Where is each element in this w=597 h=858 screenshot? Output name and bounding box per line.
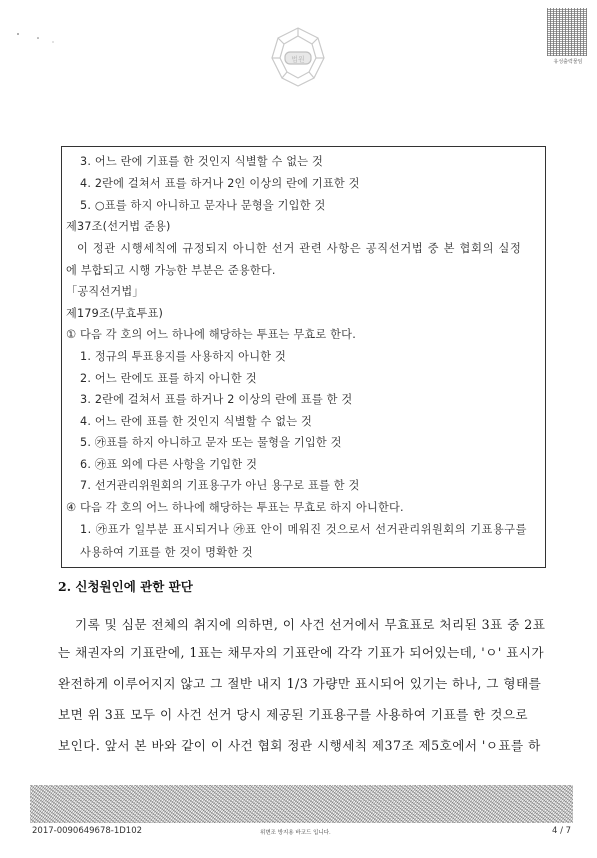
page-number: 4 / 7 bbox=[552, 826, 572, 836]
security-barcode-top bbox=[547, 8, 587, 56]
box-line-18: 1. ㉮표가 일부분 표시되거나 ㉮표 안이 메워진 것으로서 선거관리위원회의 기표용구를 bbox=[80, 523, 527, 536]
box-line-17: ④ 다음 각 호의 어느 하나에 해당하는 투표는 무효로 하지 아니한다. bbox=[66, 501, 404, 514]
box-line-4: 제37조(선거법 준용) bbox=[66, 220, 171, 233]
section-heading: 2. 신청원인에 관한 판단 bbox=[58, 579, 193, 594]
box-line-3: 5. ○표를 하지 아니하고 문자나 문형을 기입한 것 bbox=[80, 199, 326, 212]
box-line-5: 이 정관 시행세칙에 규정되지 아니한 선거 관련 사항은 공직선거법 중 본 협회의 실정 bbox=[77, 242, 522, 255]
anti-forgery-barcode-strip bbox=[30, 785, 573, 823]
box-line-11: 2. 어느 란에도 표를 하지 아니한 것 bbox=[80, 372, 257, 385]
box-line-15: 6. ㉮표 외에 다른 사항을 기입한 것 bbox=[80, 458, 258, 471]
box-line-14: 5. ㉮표를 하지 아니하고 문자 또는 물형을 기입한 것 bbox=[80, 436, 342, 449]
court-seal-emblem bbox=[268, 24, 328, 94]
barcode-notice: 위변조 방지용 바코드 입니다. bbox=[260, 830, 331, 836]
paragraph-line-1: 기록 및 심문 전체의 취지에 의하면, 이 사건 선거에서 무효표로 처리된 3표 중 2표 bbox=[75, 617, 546, 632]
box-line-1: 3. 어느 란에 기표를 한 것인지 식별할 수 없는 것 bbox=[80, 155, 324, 168]
paragraph-line-5: 보인다. 앞서 본 바와 같이 이 사건 협회 정관 시행세칙 제37조 제5호에서 'ㅇ표를 하 bbox=[58, 738, 541, 753]
box-line-9: ① 다음 각 호의 어느 하나에 해당하는 투표는 무효로 한다. bbox=[66, 328, 356, 341]
paragraph-line-4: 보면 위 3표 모두 이 사건 선거 당시 제공된 기표용구를 사용하여 기표를 한 것으로 bbox=[58, 707, 529, 722]
box-line-2: 4. 2란에 걸쳐서 표를 하거나 2인 이상의 란에 기표한 것 bbox=[80, 177, 360, 190]
seal-text: 법원 bbox=[291, 55, 305, 64]
paragraph-line-3: 완전하게 이루어지지 않고 그 절반 내지 1/3 가량만 표시되어 있기는 하나, 그 형태를 bbox=[58, 676, 542, 691]
document-id: 2017-0090649678-1D102 bbox=[32, 826, 143, 836]
barcode-label: 유성출력물임 bbox=[553, 59, 583, 65]
scan-specks bbox=[0, 0, 80, 60]
box-line-12: 3. 2란에 걸쳐서 표를 하거나 2 이상의 란에 표를 한 것 bbox=[80, 393, 353, 406]
paragraph-line-2: 는 채권자의 기표란에, 1표는 채무자의 기표란에 각각 기표가 되어있는데, 'ㅇ' 표시가 bbox=[58, 645, 545, 660]
box-line-13: 4. 어느 란에 표를 한 것인지 식별할 수 없는 것 bbox=[80, 415, 313, 428]
box-line-10: 1. 정규의 투표용지를 사용하지 아니한 것 bbox=[80, 350, 286, 363]
box-line-8: 제179조(무효투표) bbox=[66, 307, 164, 320]
box-line-19: 사용하여 기표를 한 것이 명확한 것 bbox=[80, 546, 253, 559]
box-line-7: 「공직선거법」 bbox=[66, 285, 144, 298]
box-line-16: 7. 선거관리위원회의 기표용구가 아닌 용구로 표를 한 것 bbox=[80, 479, 360, 492]
box-line-6: 에 부합되고 시행 가능한 부분은 준용한다. bbox=[66, 264, 276, 277]
